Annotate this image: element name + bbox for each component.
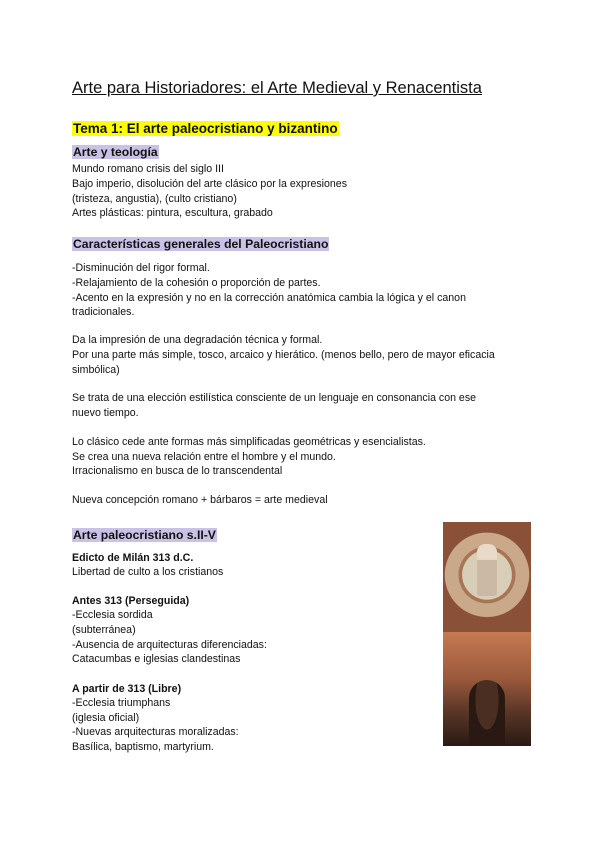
antes-line: (subterránea)	[72, 624, 136, 636]
edicto-title: Edicto de Milán 313 d.C.	[72, 552, 194, 564]
caracteristicas-line: Se crea una nueva relación entre el hombre y el mundo.	[72, 451, 336, 463]
antes-line: -Ausencia de arquitecturas diferenciadas:	[72, 639, 267, 651]
edicto-text: Libertad de culto a los cristianos	[72, 566, 224, 578]
section-heading-caracteristicas: Características generales del Paleocristiano	[73, 237, 329, 251]
document-title: Arte para Historiadores: el Arte Medieval y Renacentista	[72, 79, 482, 97]
caracteristicas-line: -Disminución del rigor formal.	[72, 262, 210, 274]
section-heading-paleocristiano: Arte paleocristiano s.II-V	[73, 528, 216, 542]
catacomb-images	[443, 522, 531, 746]
caracteristicas-line: -Acento en la expresión y no en la corrección anatómica cambia la lógica y el canon	[72, 292, 466, 304]
caracteristicas-line: nuevo tiempo.	[72, 407, 139, 419]
teologia-line: Bajo imperio, disolución del arte clásico por la expresiones	[72, 178, 347, 190]
shepherd-figure	[477, 544, 497, 596]
apartir-line: Basílica, baptismo, martyrium.	[72, 741, 214, 753]
antes-line: -Ecclesia sordida	[72, 609, 153, 621]
catacomb-interior-image	[443, 632, 531, 746]
teologia-line: (tristeza, angustia), (culto cristiano)	[72, 193, 237, 205]
caracteristicas-line: Nueva concepción romano + bárbaros = arte medieval	[72, 494, 328, 506]
caracteristicas-line: Da la impresión de una degradación técnica y formal.	[72, 334, 323, 346]
tema-heading: Tema 1: El arte paleocristiano y bizantino	[73, 121, 338, 136]
caracteristicas-line: Lo clásico cede ante formas más simplificadas geométricas y esencialistas.	[72, 436, 426, 448]
caracteristicas-line: Irracionalismo en busca de lo transcendental	[72, 465, 283, 477]
apartir-line: -Nuevas arquitecturas moralizadas:	[72, 726, 239, 738]
apartir-line: -Ecclesia triumphans	[72, 697, 171, 709]
antes-title: Antes 313 (Perseguida)	[72, 595, 190, 607]
caracteristicas-line: -Relajamiento de la cohesión o proporción de partes.	[72, 277, 321, 289]
teologia-line: Mundo romano crisis del siglo III	[72, 163, 224, 175]
antes-line: Catacumbas e iglesias clandestinas	[72, 653, 241, 665]
teologia-line: Artes plásticas: pintura, escultura, grabado	[72, 207, 273, 219]
good-shepherd-fresco-image	[443, 522, 531, 632]
section-heading-teologia: Arte y teología	[73, 145, 158, 159]
caracteristicas-line: Se trata de una elección estilística consciente de un lenguaje en consonancia con ese	[72, 392, 477, 404]
apartir-line: (iglesia oficial)	[72, 712, 140, 724]
caracteristicas-line: simbólica)	[72, 364, 120, 376]
caracteristicas-line: tradicionales.	[72, 306, 135, 318]
caracteristicas-line: Por una parte más simple, tosco, arcaico y hierático. (menos bello, pero de mayor eficacia	[72, 349, 495, 361]
catacomb-arch	[469, 680, 505, 746]
apartir-title: A partir de 313 (Libre)	[72, 683, 182, 695]
